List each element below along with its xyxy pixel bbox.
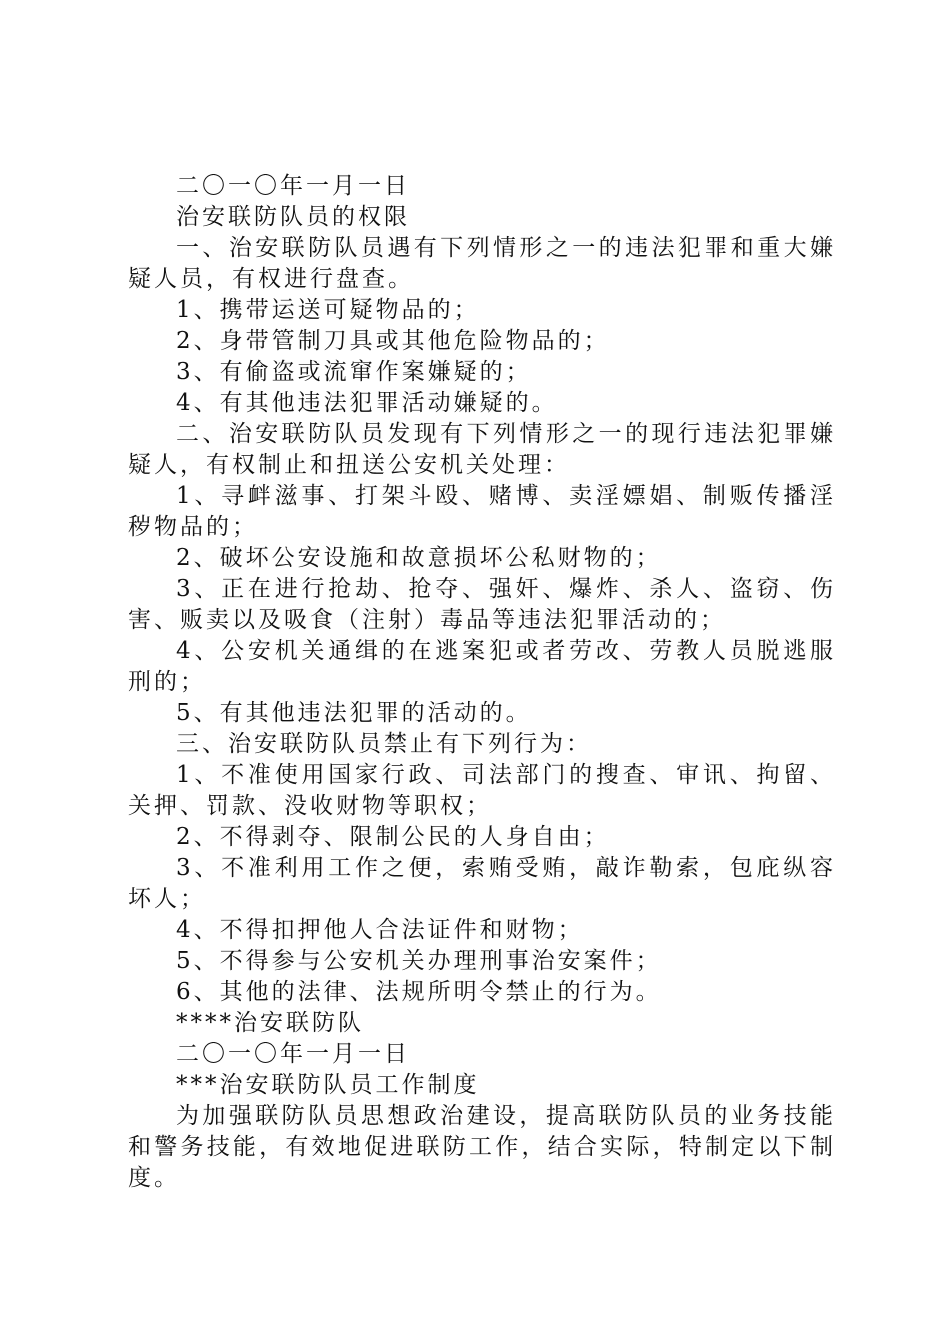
- paragraph-3: 三、治安联防队员禁止有下列行为：: [176, 731, 592, 757]
- list-item: 5、有其他违法犯罪的活动的。: [176, 700, 532, 726]
- list-item: 4、不得扣押他人合法证件和财物；: [176, 917, 584, 943]
- list-item: 1、不准使用国家行政、司法部门的搜查、审讯、拘留、关押、罚款、没收财物等职权；: [128, 762, 836, 819]
- date-line: 二〇一〇年一月一日: [176, 173, 410, 199]
- signature-org: ****治安联防队: [176, 1010, 364, 1036]
- document-body: [128, 171, 836, 1194]
- signature-date: 二〇一〇年一月一日: [176, 1041, 410, 1067]
- paragraph-2: 二、治安联防队员发现有下列情形之一的现行违法犯罪嫌疑人，有权制止和扭送公安机关处理：: [128, 421, 836, 478]
- paragraph-intro: 为加强联防队员思想政治建设，提高联防队员的业务技能和警务技能，有效地促进联防工作，结合实际，特制定以下制度。: [128, 1103, 836, 1191]
- paragraph-1: 一、治安联防队员遇有下列情形之一的违法犯罪和重大嫌疑人员，有权进行盘查。: [128, 235, 836, 292]
- list-item: 6、其他的法律、法规所明令禁止的行为。: [176, 979, 662, 1005]
- list-item: 2、身带管制刀具或其他危险物品的；: [176, 328, 610, 354]
- list-item: 1、携带运送可疑物品的；: [176, 297, 480, 323]
- list-item: 5、不得参与公安机关办理刑事治安案件；: [176, 948, 662, 974]
- list-item: 4、公安机关通缉的在逃案犯或者劳改、劳教人员脱逃服刑的；: [128, 638, 836, 695]
- section-title-permissions: 治安联防队员的权限: [176, 204, 410, 230]
- list-item: 2、不得剥夺、限制公民的人身自由；: [176, 824, 610, 850]
- list-item: 2、破坏公安设施和故意损坏公私财物的；: [176, 545, 662, 571]
- section-title-work-rules: ***治安联防队员工作制度: [176, 1072, 480, 1098]
- list-item: 3、不准利用工作之便，索贿受贿，敲诈勒索，包庇纵容坏人；: [128, 855, 836, 912]
- list-item: 3、正在进行抢劫、抢夺、强奸、爆炸、杀人、盗窃、伤害、贩卖以及吸食（注射）毒品等违法犯罪活动的；: [128, 576, 836, 633]
- list-item: 1、寻衅滋事、打架斗殴、赌博、卖淫嫖娼、制贩传播淫秽物品的；: [128, 483, 836, 540]
- list-item: 4、有其他违法犯罪活动嫌疑的。: [176, 390, 558, 416]
- list-item: 3、有偷盗或流窜作案嫌疑的；: [176, 359, 532, 385]
